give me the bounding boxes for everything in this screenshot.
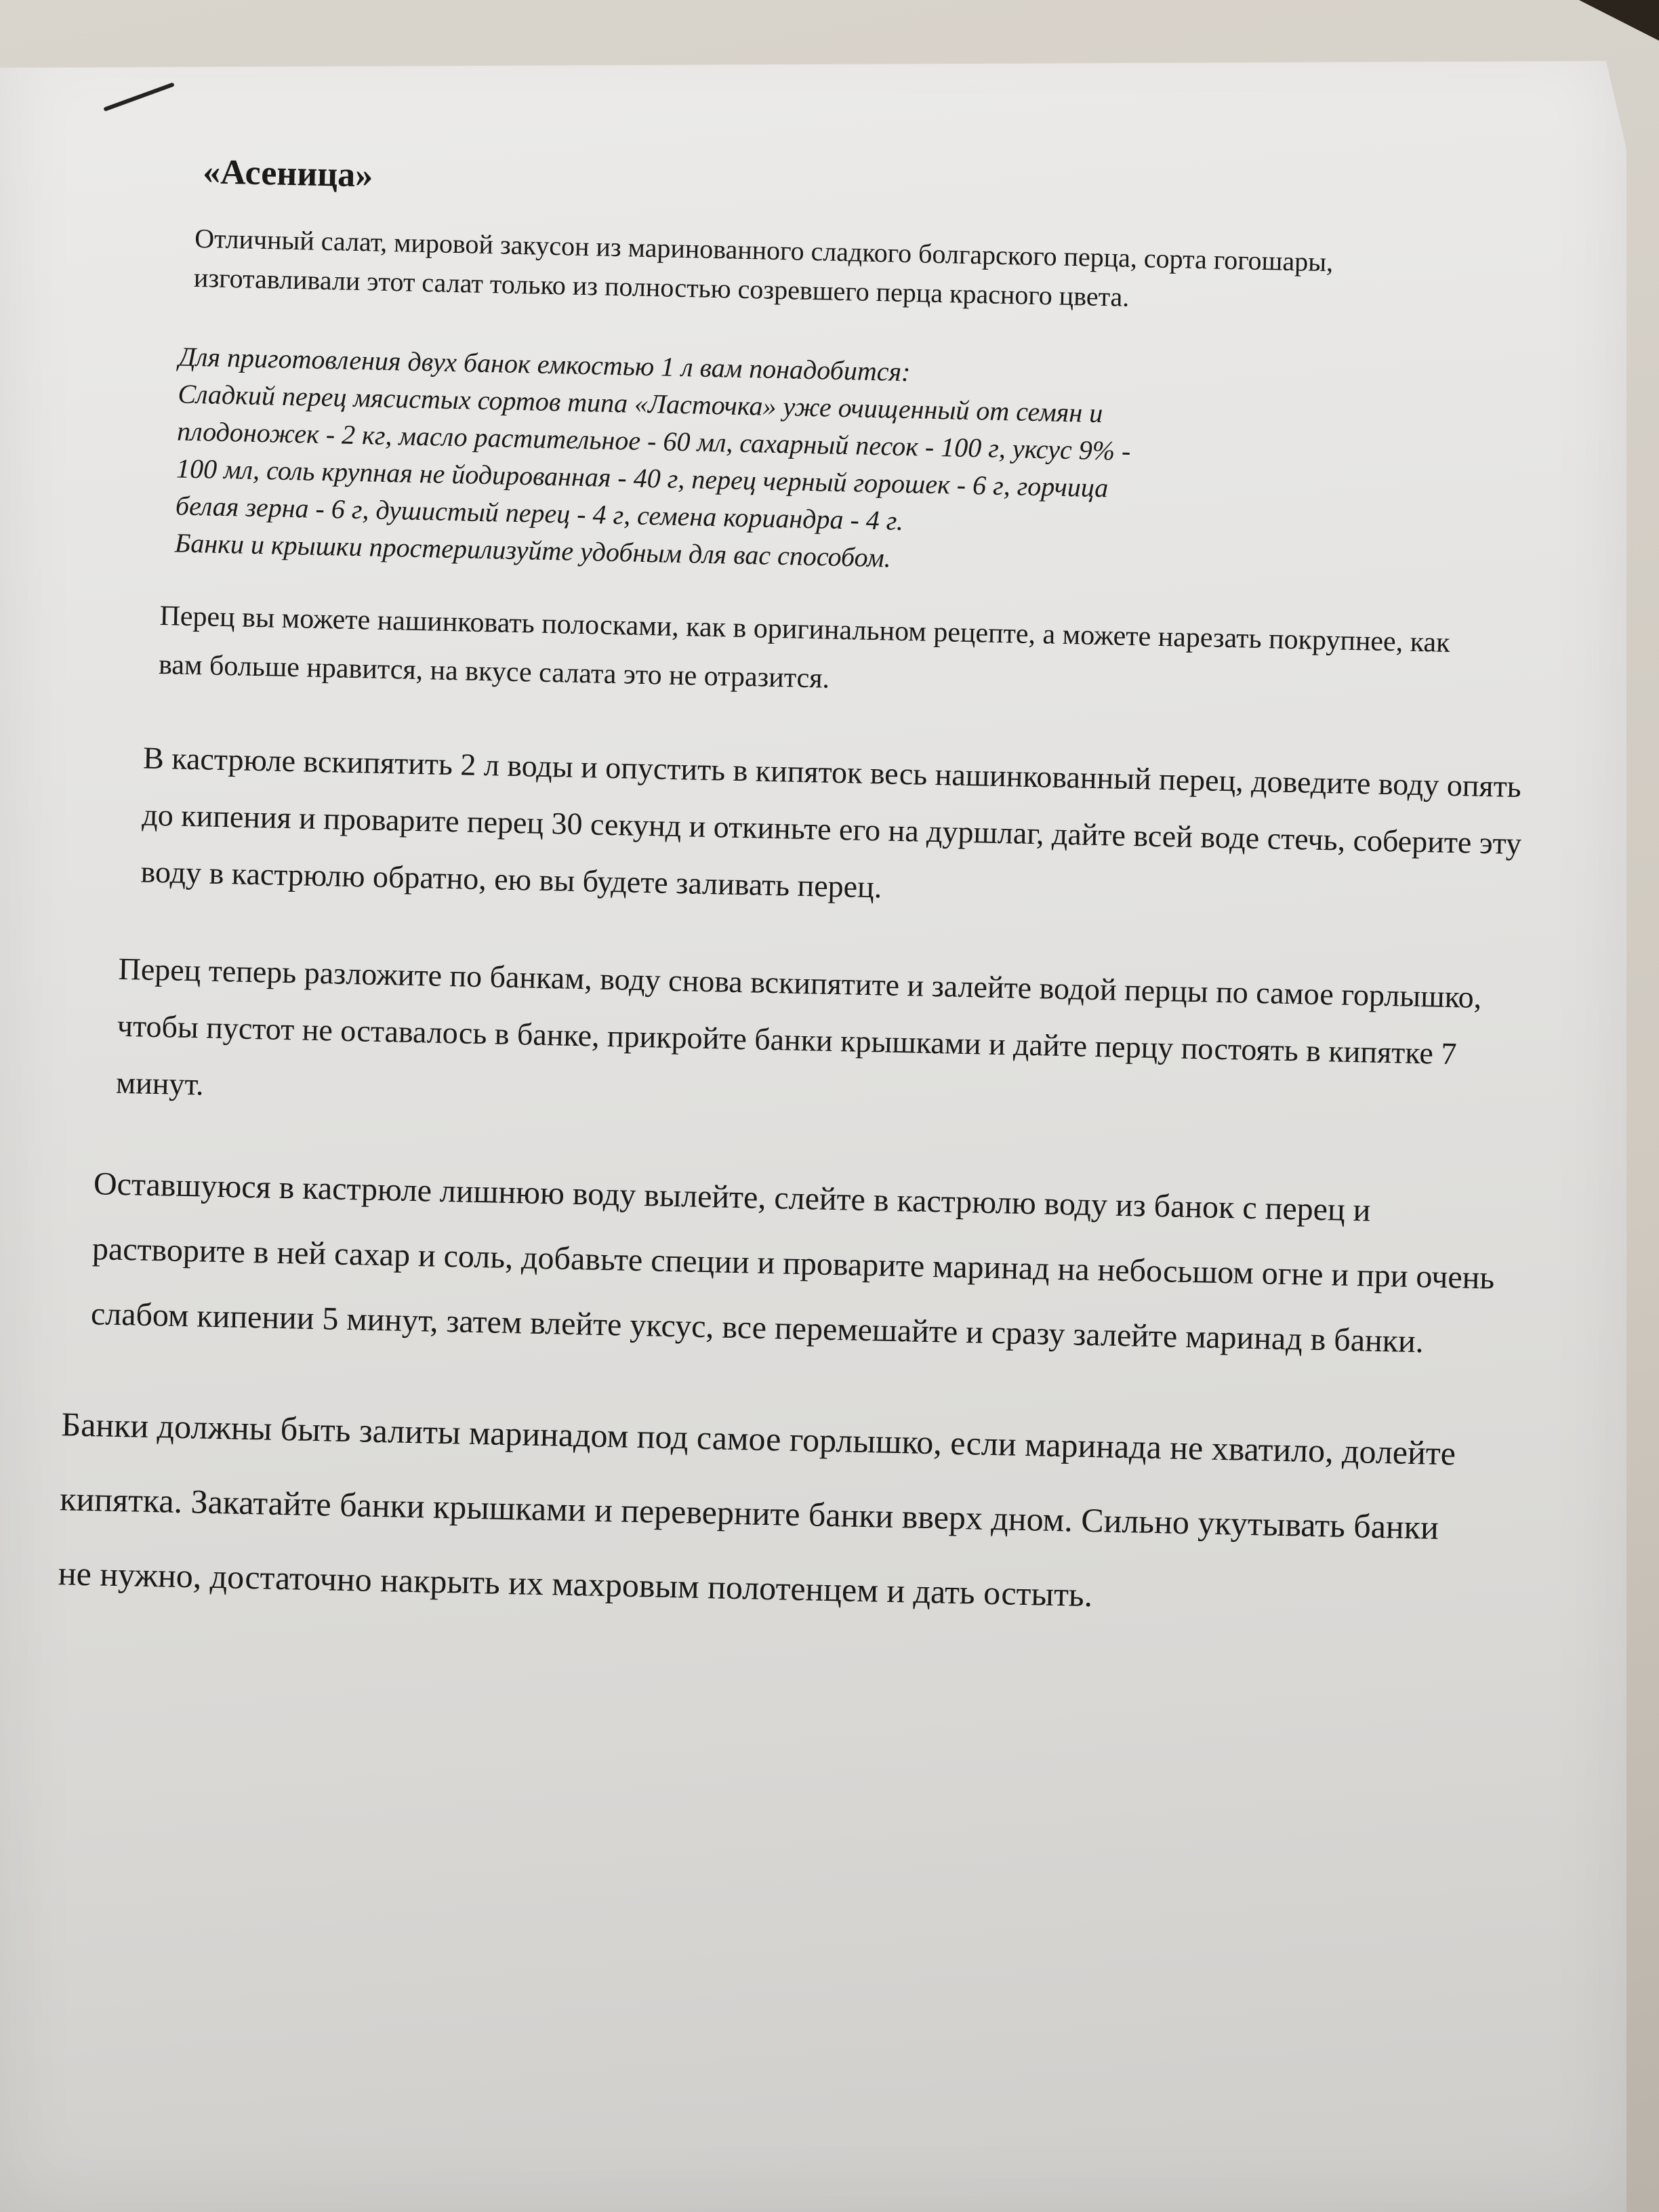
recipe-step-5: Банки должны быть залиты маринадом под самое горлышко, если маринада не хватило, долейте кипятка. Закатайте банки крышками и переверните банки вверх дном. Сильно укутывать банки не нужно, достаточно накрыть их махровым полотенцем и дать остыть. xyxy=(58,1405,1456,1614)
ingredients-block xyxy=(174,337,1507,589)
ingredients-line: Банки и крышки простерилизуйте удобным для вас способом. xyxy=(174,527,892,573)
recipe-step-3: Перец теперь разложите по банкам, воду снова вскипятите и залейте водой перцы по самое горлышко, чтобы пустот не оставалось в банке, прикройте банки крышками и дайте перцу постоять в кипятке 7 минут. xyxy=(115,951,1482,1102)
ingredients-line: Сладкий перец мясистых сортов типа «Ласточка» уже очищенный от семян и xyxy=(178,378,1103,429)
recipe-intro: Отличный салат, мировой закусон из маринованного сладкого болгарского перца, сорта гогошары, изготавливали этот салат только из полностью созревшего перца красного цвета. xyxy=(193,222,1334,312)
ingredients-line: 100 мл, соль крупная не йодированная - 40 г, перец черный горошек - 6 г, горчица xyxy=(176,453,1109,504)
recipe-step-1: Перец вы можете нашинковать полосками, как в оригинальном рецепте, а можете нарезать покрупнее, как вам больше нравится, на вкусе салата это не отразится. xyxy=(158,600,1451,695)
recipe-title: «Асеница» xyxy=(202,152,373,195)
ingredients-line: Для приготовления двух банок емкостью 1 л вам понадобится: xyxy=(178,341,911,388)
ingredients-line: плодоножек - 2 кг, масло растительное - 60 мл, сахарный песок - 100 г, уксус 9% - xyxy=(176,415,1131,466)
recipe-document xyxy=(37,149,1545,1681)
recipe-step-2: В кастрюле вскипятить 2 л воды и опустить в кипяток весь нашинкованный перец, доведите воду опять до кипения и проварите перец 30 секунд и откиньте его на дуршлаг, дайте всей воде стечь, соберите эту воду в кастрюлю обратно, ею вы будете заливать перец. xyxy=(140,740,1522,905)
ingredients-line: белая зерна - 6 г, душистый перец - 4 г, семена кориандра - 4 г. xyxy=(175,490,904,536)
recipe-step-4: Оставшуюся в кастрюле лишнюю воду вылейте, слейте в кастрюлю воду из банок с перец и растворите в ней сахар и соль, добавьте специи и проварите маринад на небосьшом огне и при очень слабом кипении 5 минут, затем влейте уксус, все перемешайте и сразу залейте маринад в банки. xyxy=(90,1166,1495,1360)
